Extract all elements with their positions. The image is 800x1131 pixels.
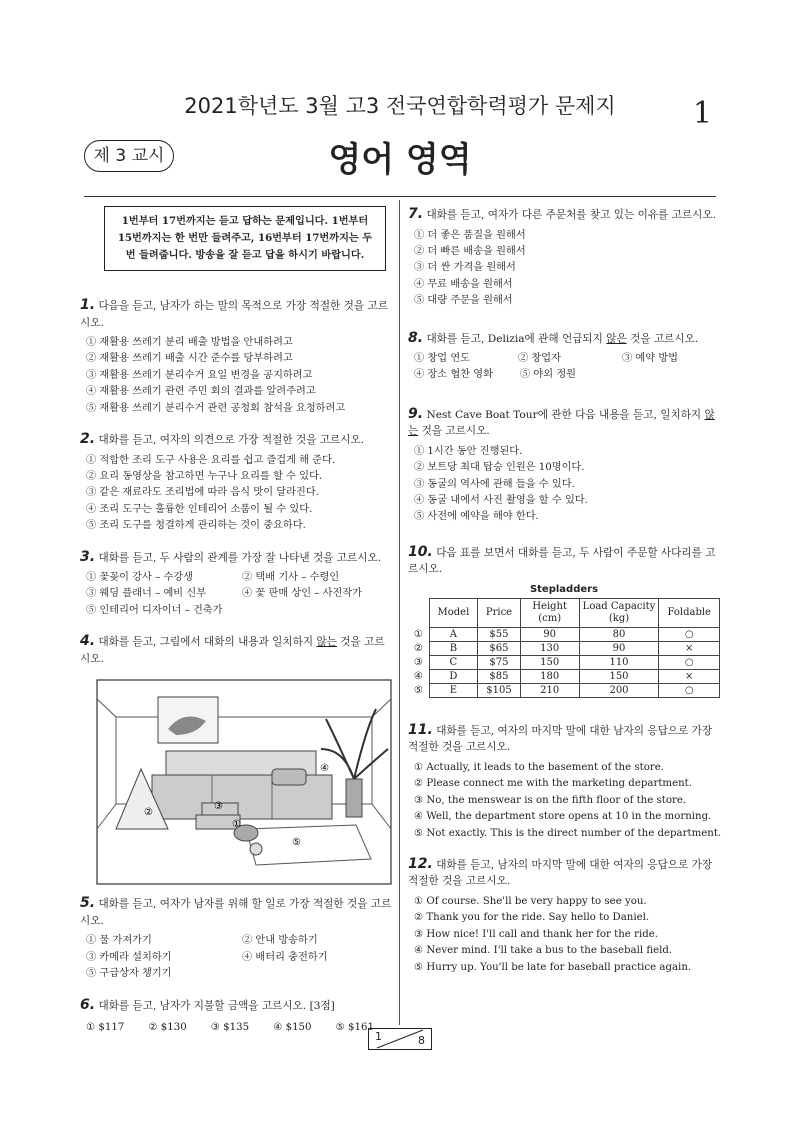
option: ⑤ Hurry up. You'll be late for baseball practice again. (414, 961, 692, 973)
column-header: Load Capacity (kg) (579, 598, 659, 627)
living-room-illustration (96, 679, 392, 885)
question-number: 4. (80, 633, 96, 650)
question-number: 3. (80, 548, 96, 565)
option: ② 택배 기사 – 수령인 (242, 572, 340, 584)
option: ④ Well, the department store opens at 10 in the morning. (414, 811, 712, 823)
question-9 (408, 406, 720, 440)
table-header-row (408, 598, 720, 627)
header-rule (84, 196, 716, 197)
option: ⑤ 재활용 쓰레기 분리수거 관련 공청회 참석을 요청하려고 (86, 402, 346, 414)
option: ⑤ Not exactly. This is the direct number of the department. (414, 827, 722, 839)
stepladder-table (408, 598, 720, 698)
option: ④ 배터리 충전하기 (242, 951, 328, 963)
left-column (80, 206, 392, 1036)
right-column (408, 206, 720, 976)
question-text: 대화를 듣고, 남자가 지불할 금액을 고르시오. [3점] (98, 999, 335, 1012)
question-text: 대화를 듣고, 그림에서 대화의 내용과 일치하지 (98, 636, 317, 649)
option: ④ 장소 협찬 영화 (414, 369, 493, 381)
table-cell: ○ (659, 627, 720, 641)
question-3 (80, 549, 392, 567)
question-11 (408, 722, 720, 756)
option: ② 더 빠른 배송을 원해서 (414, 245, 526, 257)
option: ① 창업 연도 (414, 353, 471, 365)
emphasis-text: 않는 (408, 408, 715, 438)
question-text: 다음을 듣고, 남자가 하는 말의 목적으로 가장 적절한 것을 고르시오. (80, 300, 388, 329)
option: ① 꽃꽂이 강사 – 수강생 (86, 572, 193, 584)
table-cell: 110 (579, 655, 659, 669)
question-number: 7. (408, 206, 424, 222)
option: ① Of course. She'll be very happy to see you. (414, 895, 647, 907)
option: ③ No, the menswear is on the fifth floor of the store. (414, 794, 687, 806)
option: ② 창업자 (518, 353, 561, 365)
option: ③ 재활용 쓰레기 분리수거 요일 변경을 공지하려고 (86, 369, 313, 381)
option: ③ 카메라 설치하기 (86, 951, 172, 963)
listening-notice: 1번부터 17번까지는 듣고 답하는 문제입니다. 1번부터 15번까지는 한 번만 들려주고, 16번부터 17번까지는 두 번 들려줍니다. 방송을 잘 듣고 답을 하시기 바랍니다. (104, 206, 386, 271)
question-text: 대화를 듣고, 여자의 마지막 말에 대한 남자의 응답으로 가장 적절한 것을 고르시오. (408, 724, 713, 754)
column-header: Height (cm) (520, 598, 579, 627)
option: ③ How nice! I'll call and thank her for the ride. (414, 928, 658, 940)
question-number: 5. (80, 895, 96, 912)
option: ⑤ 조리 도구를 청결하게 관리하는 것이 중요하다. (86, 520, 306, 532)
option: ② Please connect me with the marketing department. (414, 778, 693, 790)
table-cell: 150 (579, 669, 659, 683)
question-number: 10. (408, 543, 433, 560)
table-row (408, 683, 720, 697)
table-cell: × (659, 641, 720, 655)
option: ② 보트당 최대 탑승 인원은 10명이다. (414, 462, 585, 474)
question-text: 대화를 듣고, 두 사람의 관계를 가장 잘 나타낸 것을 고르시오. (98, 551, 382, 564)
option: ① $117 (86, 1022, 125, 1033)
question-text: 대화를 듣고, 여자가 남자를 위해 할 일로 가장 적절한 것을 고르시오. (80, 898, 392, 927)
option: ⑤ 사전에 예약을 해야 한다. (414, 511, 539, 523)
option: ④ $150 (273, 1022, 312, 1033)
question-12 (408, 856, 720, 890)
emphasis-text: 않는 (316, 636, 337, 649)
question-number: 8. (408, 329, 424, 346)
question-text: 대화를 듣고, 여자가 다른 주문처를 찾고 있는 이유를 고르시오. (426, 209, 716, 221)
table-cell: E (429, 683, 478, 697)
table-cell: 90 (520, 627, 579, 641)
question-text: 대화를 듣고, Delizia에 관해 언급되지 (426, 332, 607, 345)
question-10 (408, 544, 720, 578)
question-8 (408, 330, 720, 348)
row-marker: ⑤ (413, 684, 423, 696)
table-cell: ○ (659, 683, 720, 697)
option: ② 안내 방송하기 (242, 935, 318, 947)
table-cell: $85 (478, 669, 521, 683)
option: ⑤ $161 (335, 1022, 374, 1033)
question-text: 것을 고르시오. (418, 425, 490, 438)
question-4 (80, 633, 392, 667)
option: ② $130 (148, 1022, 187, 1033)
table-cell: C (429, 655, 478, 669)
option: ③ 더 싼 가격을 원해서 (414, 262, 516, 274)
option: ② 요리 동영상을 참고하면 누구나 요리를 할 수 있다. (86, 470, 323, 482)
question-number: 9. (408, 405, 424, 422)
table-cell: 200 (579, 683, 659, 697)
question-text: 다음 표를 보면서 대화를 듣고, 두 사람이 주문할 사다리를 고르시오. (408, 546, 716, 576)
table-row (408, 655, 720, 669)
question-text: 대화를 듣고, 남자의 마지막 말에 대한 여자의 응답으로 가장 적절한 것을 고르시오. (408, 858, 713, 888)
option: ③ 예약 방법 (622, 353, 679, 365)
column-header: Model (429, 598, 478, 627)
question-5 (80, 895, 392, 929)
table-cell: B (429, 641, 478, 655)
exam-title: 2021학년도 3월 고3 전국연합학력평가 문제지 (184, 94, 616, 118)
question-2 (80, 431, 392, 449)
question-text: 것을 고르시오. (626, 332, 699, 345)
table-row (408, 627, 720, 641)
option: ⑤ 대량 주문을 원해서 (414, 295, 513, 307)
label-4: ④ (320, 763, 329, 775)
option: ⑤ 구급상자 챙기기 (86, 968, 172, 980)
option: ③ 동굴의 역사에 관해 들을 수 있다. (414, 478, 575, 490)
question-number: 2. (80, 431, 96, 448)
question-number: 11. (408, 721, 433, 738)
option: ① 더 좋은 품질을 원해서 (414, 229, 526, 241)
table-cell: A (429, 627, 478, 641)
table-cell: 180 (520, 669, 579, 683)
option: ④ Never mind. I'll take a bus to the baseball field. (414, 945, 673, 957)
option: ② 재활용 쓰레기 배출 시간 준수를 당부하려고 (86, 353, 293, 365)
table-cell: 150 (520, 655, 579, 669)
option: ⑤ 인테리어 디자이너 – 건축가 (86, 604, 223, 616)
label-1: ① (232, 819, 241, 831)
column-header: Price (478, 598, 521, 627)
option: ① 재활용 쓰레기 분리 배출 방법을 안내하려고 (86, 337, 293, 348)
page-indicator (368, 1028, 432, 1050)
row-marker: ② (413, 642, 423, 654)
option: ③ 같은 재료라도 조리법에 따라 음식 맛이 달라진다. (86, 487, 319, 499)
column-header: Foldable (659, 598, 720, 627)
table-row (408, 641, 720, 655)
table-row (408, 669, 720, 683)
label-2: ② (144, 807, 153, 819)
page-number: 1 (692, 96, 712, 131)
option: ④ 꽃 판매 상인 – 사진작가 (242, 588, 363, 600)
option: ④ 조리 도구는 훌륭한 인테리어 소품이 될 수 있다. (86, 503, 313, 515)
row-marker: ③ (413, 656, 423, 668)
question-number: 12. (408, 855, 433, 872)
table-cell: 90 (579, 641, 659, 655)
option: ② Thank you for the ride. Say hello to Daniel. (414, 912, 650, 924)
table-title: Stepladders (529, 583, 599, 595)
option: ⑤ 야외 정원 (520, 369, 577, 381)
table-cell: 80 (579, 627, 659, 641)
option: ③ 웨딩 플래너 – 예비 신부 (86, 588, 207, 600)
question-number: 1. (80, 297, 96, 313)
question-number: 6. (80, 996, 96, 1013)
current-page: 1 (375, 1030, 382, 1043)
question-text: 것을 고르시오. (80, 636, 385, 665)
table-cell: 210 (520, 683, 579, 697)
table-cell: $55 (478, 627, 521, 641)
option: ③ $135 (210, 1022, 250, 1033)
option: ① 물 가져가기 (86, 935, 152, 947)
label-5: ⑤ (292, 837, 301, 849)
column-divider (399, 200, 400, 1025)
table-cell: $105 (478, 683, 521, 697)
subject-title: 영어 영역 (328, 140, 472, 180)
table-cell: D (429, 669, 478, 683)
table-cell: ○ (659, 655, 720, 669)
option: ④ 동굴 내에서 사진 촬영을 할 수 있다. (414, 495, 588, 507)
label-3: ③ (214, 801, 223, 813)
total-pages: 8 (418, 1034, 425, 1047)
option: ④ 무료 배송을 원해서 (414, 278, 513, 290)
table-cell: 130 (520, 641, 579, 655)
table-cell: $65 (478, 641, 521, 655)
question-1 (80, 297, 392, 331)
question-text: Nest Cave Boat Tour에 관한 다음 내용을 듣고, 일치하지 (426, 408, 705, 421)
option: ① 1시간 동안 진행된다. (414, 445, 523, 457)
option: ④ 재활용 쓰레기 관련 주민 회의 결과를 알려주려고 (86, 386, 316, 398)
question-text: 대화를 듣고, 여자의 의견으로 가장 적절한 것을 고르시오. (98, 434, 365, 447)
option: ① Actually, it leads to the basement of the store. (414, 761, 664, 773)
emphasis-text: 않은 (606, 332, 627, 345)
question-6 (80, 997, 392, 1015)
table-cell: × (659, 669, 720, 683)
row-marker: ① (413, 628, 423, 640)
table-cell: $75 (478, 655, 521, 669)
question-7 (408, 206, 720, 224)
option: ① 적합한 조리 도구 사용은 요리를 쉽고 즐겁게 해 준다. (86, 454, 336, 466)
session-badge: 제 3 교시 (84, 140, 174, 172)
row-marker: ④ (413, 670, 423, 682)
